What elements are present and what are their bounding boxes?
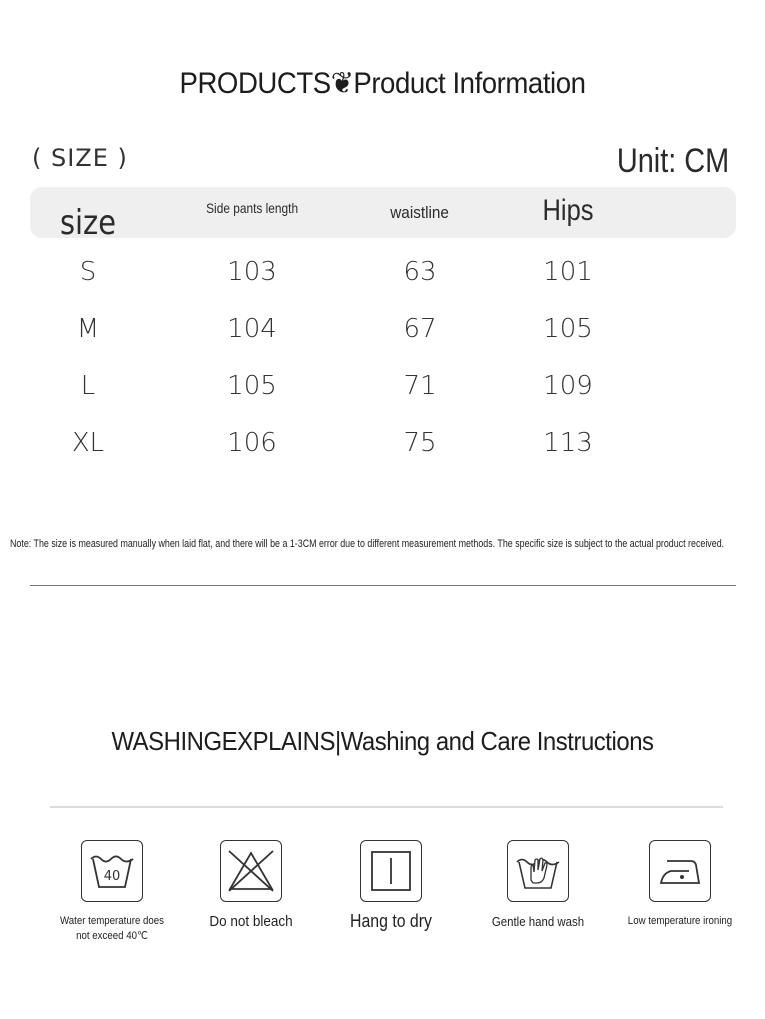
no-bleach-icon (220, 840, 282, 902)
cell-size: M (76, 314, 100, 344)
size-tag: ( SIZE ) (32, 144, 128, 172)
table-row (0, 252, 765, 292)
low-iron-icon (649, 840, 711, 902)
cell-waistline: 75 (403, 428, 437, 458)
cell-hips: 109 (543, 371, 593, 401)
header-size: size (59, 202, 117, 243)
washing-section-title: WASHINGEXPLAINS|Washing and Care Instructions (111, 726, 654, 756)
table-row (0, 423, 765, 463)
care-item-no-bleach (186, 840, 316, 929)
unit-label: Unit: CM (616, 142, 729, 180)
header-hips: Hips (542, 193, 594, 227)
cell-side-length: 106 (227, 428, 277, 458)
care-label: Low temperature ironing (627, 915, 733, 927)
cell-waistline: 63 (403, 257, 437, 287)
cell-side-length: 105 (227, 371, 277, 401)
cell-hips: 101 (543, 257, 593, 287)
table-row (0, 366, 765, 406)
header-side-pants-length: Side pants length (206, 199, 298, 216)
care-item-hand-wash (473, 840, 603, 929)
cell-waistline: 71 (403, 371, 437, 401)
size-section-title: PRODUCTS❦Product Information (179, 67, 586, 100)
cell-side-length: 103 (227, 257, 277, 287)
care-label: Water temperature does not exceed 40℃ (59, 915, 165, 942)
care-label: Do not bleach (209, 913, 293, 930)
hang-dry-icon (360, 840, 422, 902)
table-row (0, 309, 765, 349)
header-waistline: waistline (390, 202, 450, 222)
cell-size: XL (71, 428, 105, 458)
section-divider (30, 585, 736, 586)
svg-text:40: 40 (103, 869, 121, 884)
measurement-note: Note: The size is measured manually when laid flat, and there will be a 1-3CM error due to different measurement methods. The specific size is subject to the actual product received. (10, 538, 725, 550)
care-label: Gentle hand wash (491, 914, 585, 929)
cell-size: L (80, 371, 96, 401)
cell-waistline: 67 (403, 314, 437, 344)
hand-wash-icon (507, 840, 569, 902)
cell-hips: 113 (543, 428, 593, 458)
wash-40-icon (81, 840, 143, 902)
care-item-wash-40 (47, 840, 177, 944)
washing-divider (50, 806, 723, 808)
care-item-low-iron (615, 840, 745, 929)
cell-side-length: 104 (227, 314, 277, 344)
cell-size: S (79, 257, 97, 287)
care-label: Hang to dry (350, 911, 432, 931)
care-item-hang-dry (326, 840, 456, 929)
cell-hips: 105 (543, 314, 593, 344)
